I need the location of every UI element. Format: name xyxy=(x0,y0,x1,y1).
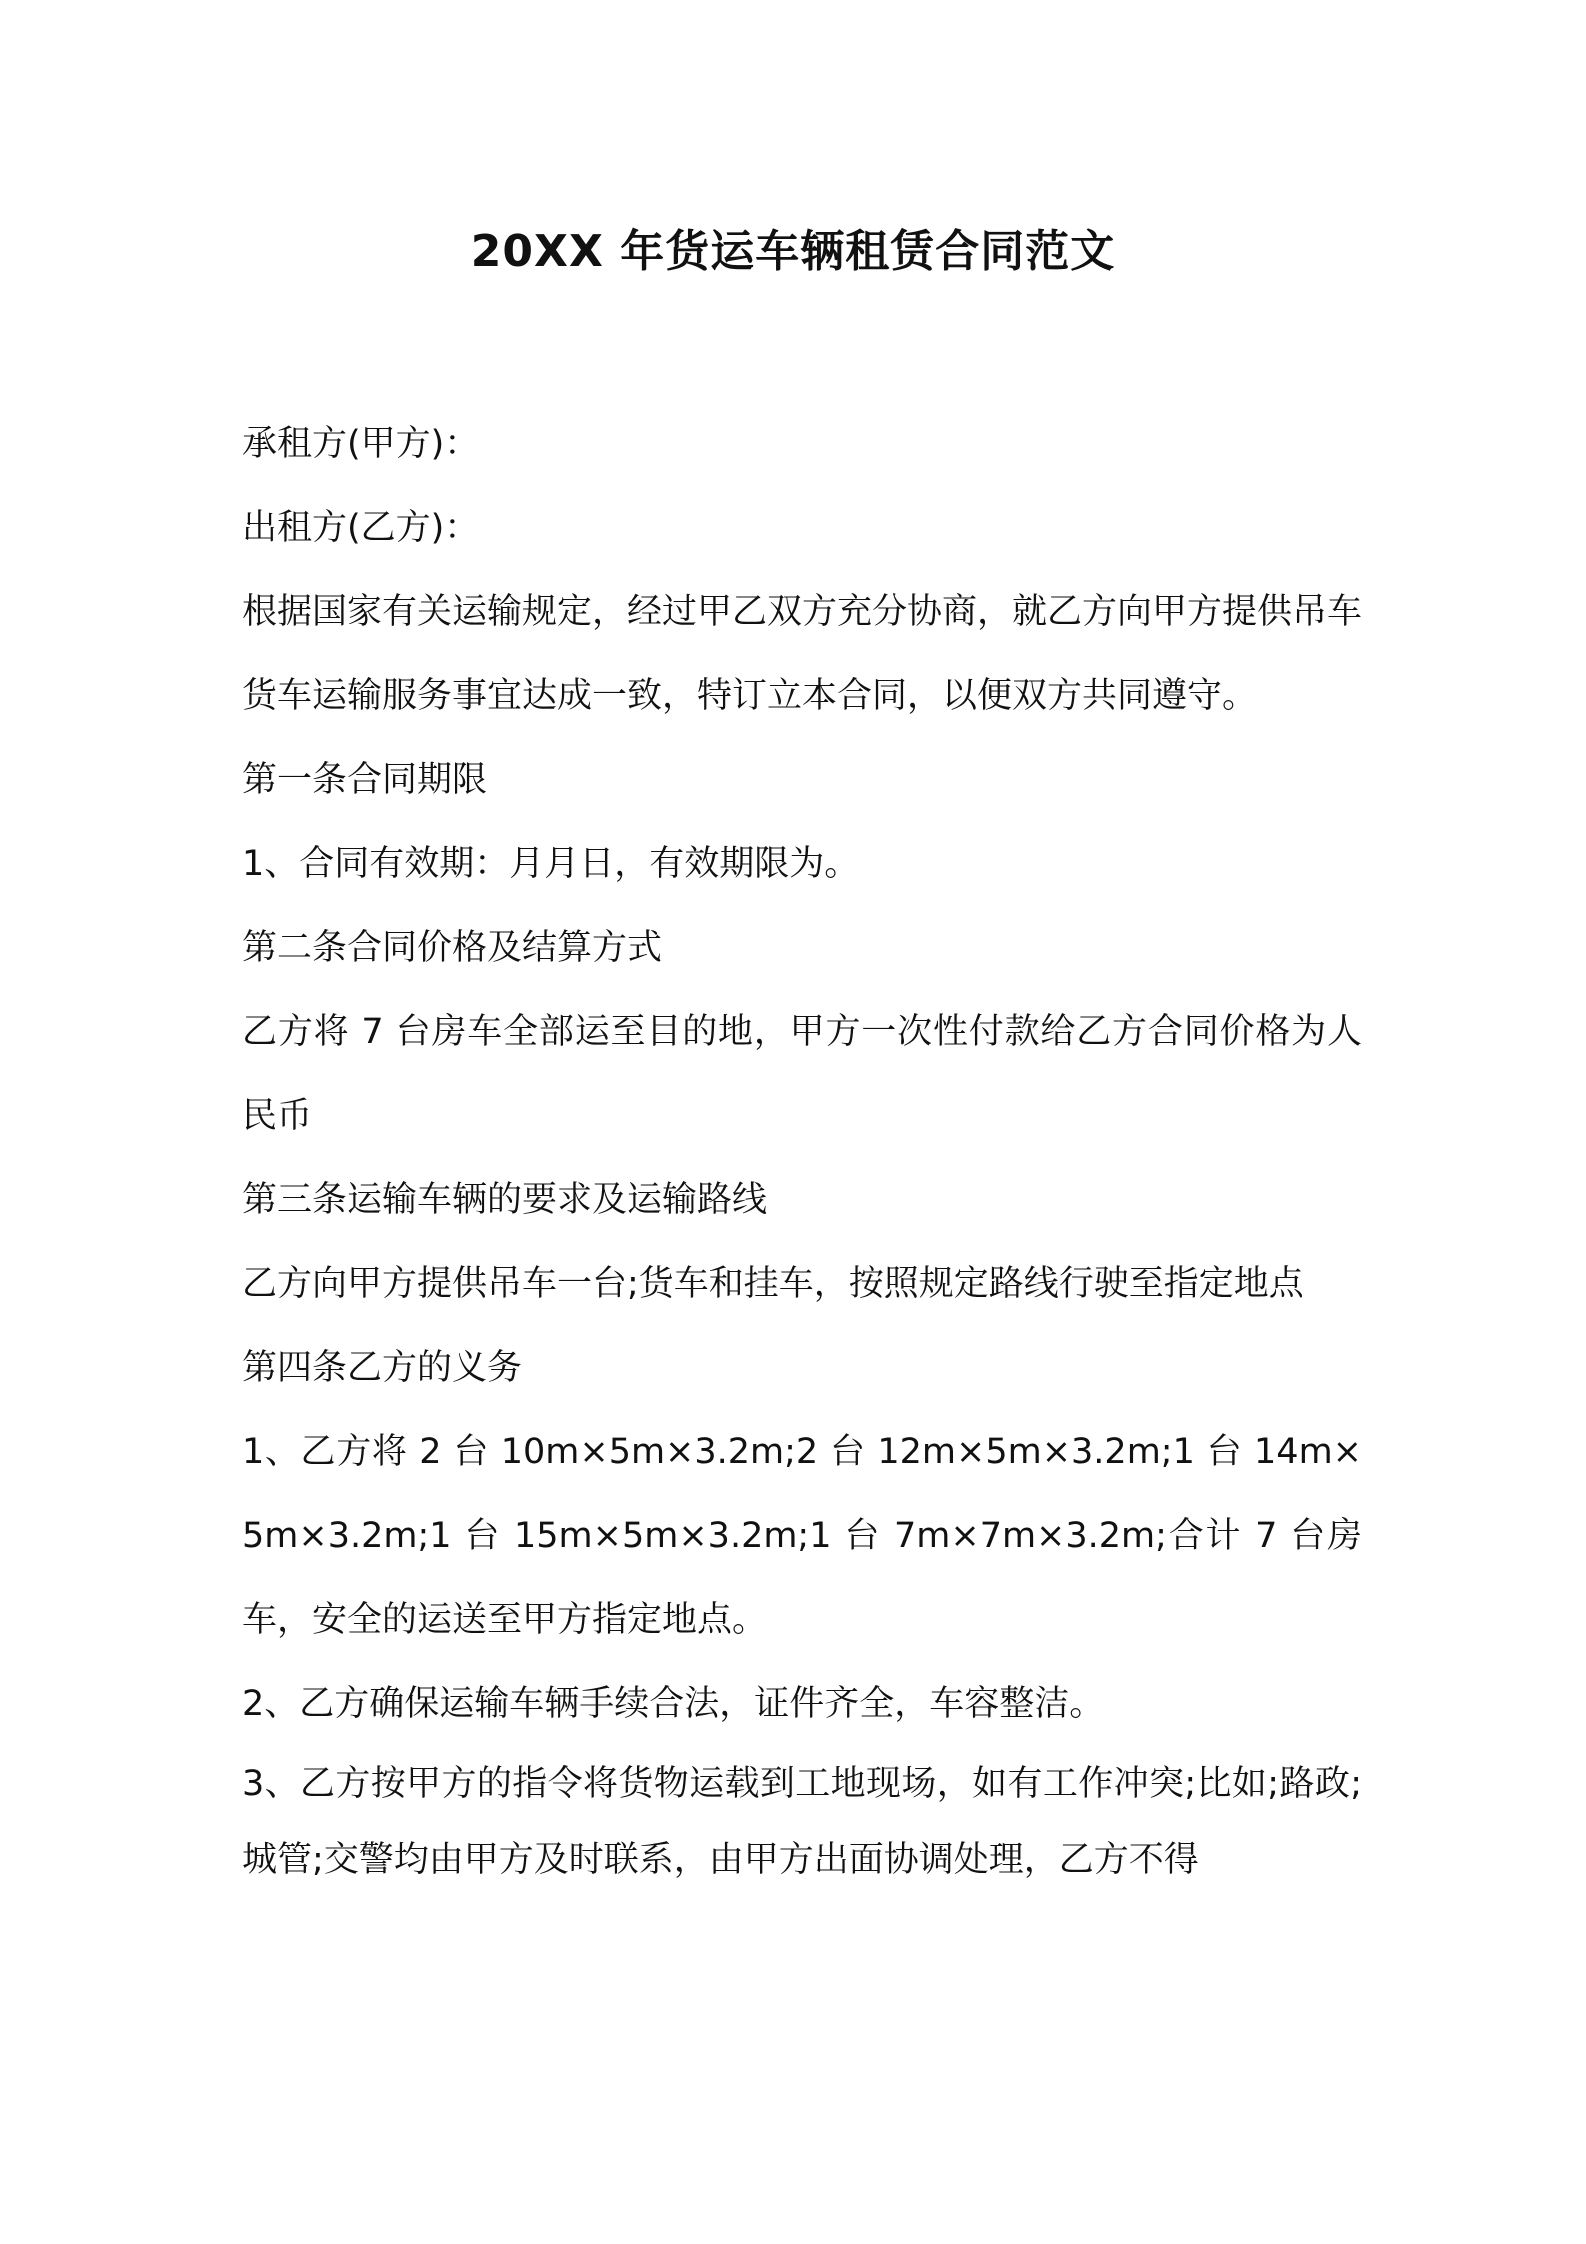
article-1-heading: 第一条合同期限 xyxy=(242,760,488,800)
article-3-paragraph: 乙方向甲方提供吊车一台;货车和挂车，按照规定路线行驶至指定地点 xyxy=(242,1264,1304,1304)
article-4-clause-3: 3、乙方按甲方的指令将货物运载到工地现场，如有工作冲突;比如;路政;城管;交警均由甲方及时联系，由甲方出面协调处理，乙方不得 xyxy=(242,1764,1362,1880)
article-3-heading: 第三条运输车辆的要求及运输路线 xyxy=(242,1180,768,1220)
article-4-heading: 第四条乙方的义务 xyxy=(242,1348,523,1388)
article-2-paragraph: 乙方将 7 台房车全部运至目的地，甲方一次性付款给乙方合同价格为人民币 xyxy=(242,1012,1362,1136)
article-1-clause-1: 1、合同有效期：月月日，有效期限为。 xyxy=(242,844,860,884)
lessee-line: 承租方(甲方)： xyxy=(242,424,480,464)
document-body xyxy=(242,402,1362,1898)
article-4-clause-1: 1、乙方将 2 台 10m×5m×3.2m;2 台 12m×5m×3.2m;1 台 14m×5m×3.2m;1 台 15m×5m×3.2m;1 台 7m×7m×3.2m;合计 7 台房车，安全的运送至甲方指定地点。 xyxy=(242,1432,1362,1640)
document-title: 20XX 年货运车辆租赁合同范文 xyxy=(470,226,1116,277)
lessor-line: 出租方(乙方)： xyxy=(242,508,480,548)
preamble-paragraph: 根据国家有关运输规定，经过甲乙双方充分协商，就乙方向甲方提供吊车货车运输服务事宜达成一致，特订立本合同，以便双方共同遵守。 xyxy=(242,592,1363,716)
article-2-heading: 第二条合同价格及结算方式 xyxy=(242,928,663,968)
article-4-clause-2: 2、乙方确保运输车辆手续合法，证件齐全，车容整洁。 xyxy=(242,1684,1105,1724)
